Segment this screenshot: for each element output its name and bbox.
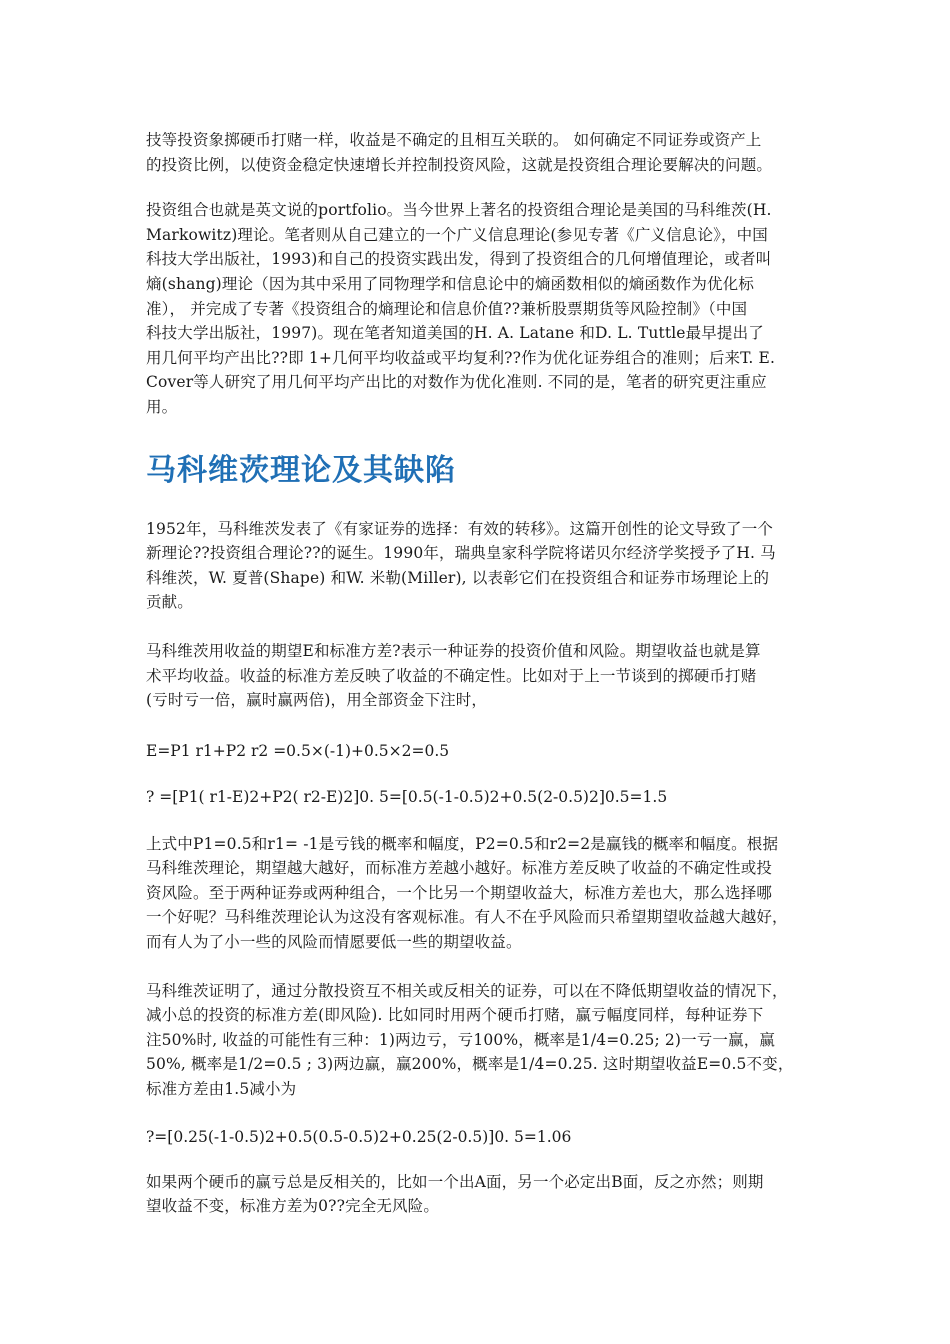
document-page — [146, 128, 826, 1219]
paragraph-expectation: 马科维茨用收益的期望E和标准方差?表示一种证券的投资价值和风险。期望收益也就是算 术平均收益。收益的标准方差反映了收益的不确定性。比如对于上一节谈到的掷硬币打赌 (亏时亏一倍，赢时赢两倍)，用全部资金下注时， — [146, 641, 761, 710]
paragraph-1952: 1952年，马科维茨发表了《有家证券的选择：有效的转移》。这篇开创性的论文导致了一个 新理论??投资组合理论??的诞生。1990年，瑞典皇家科学院将诺贝尔经济学奖授予了H. 马 科维茨，W. 夏普(Shape) 和W. 米勒(Miller), 以表彰它们在投资组合和证券市场理论上的 贡献。 — [146, 519, 776, 612]
formula-expected-return: E=P1 r1+P2 r2 =0.5×(-1)+0.5×2=0.5 — [146, 741, 450, 760]
paragraph-explanation: 上式中P1=0.5和r1= -1是亏钱的概率和幅度，P2=0.5和r2=2是赢钱的概率和幅度。根据 马科维茨理论，期望越大越好，而标准方差越小越好。标准方差反映了收益的不确定性或投 资风险。至于两种证券或两种组合，一个比另一个期望收益大，标准方差也大，那么选择哪 一个好呢？马科维茨理论认为这没有客观标准。有人不在乎风险而只希望期望收益越大越好， 而有人为了小一些的风险而情愿要低一些的期望收益。 — [146, 834, 788, 952]
paragraph-diversification: 马科维茨证明了，通过分散投资互不相关或反相关的证券，可以在不降低期望收益的情况下， 减小总的投资的标准方差(即风险). 比如同时用两个硬币打赌，赢亏幅度同样，每种证券下 注50%时, 收益的可能性有三种：1)两边亏，亏100%，概率是1/4=0.25; 2)一亏一赢，赢 50%, 概率是1/2=0.5 ; 3)两边赢，赢200%，概率是1/4=0.25. 这时期望收益E=0.5不变， 标准方差由1.5减小为 — [146, 981, 794, 1099]
section-heading: 马科维茨理论及其缺陷 — [146, 452, 456, 488]
intro-paragraph-2: 投资组合也就是英文说的portfolio。当今世界上著名的投资组合理论是美国的马科维茨(H. Markowitz)理论。笔者则从自己建立的一个广义信息理论(参见专著《广义信息论》，中国 科技大学出版社，1993)和自己的投资实践出发，得到了投资组合的几何增值理论，或者叫 熵(shang)理论（因为其中采用了同物理学和信息论中的熵函数相似的熵函数作为优化标 准）， 并完成了专著《投资组合的熵理论和信息价值??兼析股票期货等风险控制》（中国 科技大学出版社，1997)。现在笔者知道美国的H. A. Latane 和D. L. Tuttle最早提出了 用几何平均产出比??即 1+几何平均收益或平均复利??作为优化证券组合的准则；后来T. E. Cover等人研究了用几何平均产出比的对数作为优化准则. 不同的是，笔者的研究更注重应 用。 — [146, 201, 776, 416]
formula-std-deviation: ? =[P1( r1-E)2+P2( r2-E)2]0. 5=[0.5(-1-0.5)2+0.5(2-0.5)2]0.5=1.5 — [146, 787, 668, 806]
formula-reduced-std: ?=[0.25(-1-0.5)2+0.5(0.5-0.5)2+0.25(2-0.5)]0. 5=1.06 — [146, 1127, 572, 1146]
paragraph-coin-anticorrelated: 如果两个硬币的赢亏总是反相关的，比如一个出A面，另一个必定出B面，反之亦然；则期 望收益不变，标准方差为0??完全无风险。 — [146, 1172, 764, 1216]
intro-paragraph-1: 技等投资象掷硬币打赌一样，收益是不确定的且相互关联的。 如何确定不同证券或资产上 的投资比例，以使资金稳定快速增长并控制投资风险，这就是投资组合理论要解决的问题。 — [146, 131, 773, 174]
